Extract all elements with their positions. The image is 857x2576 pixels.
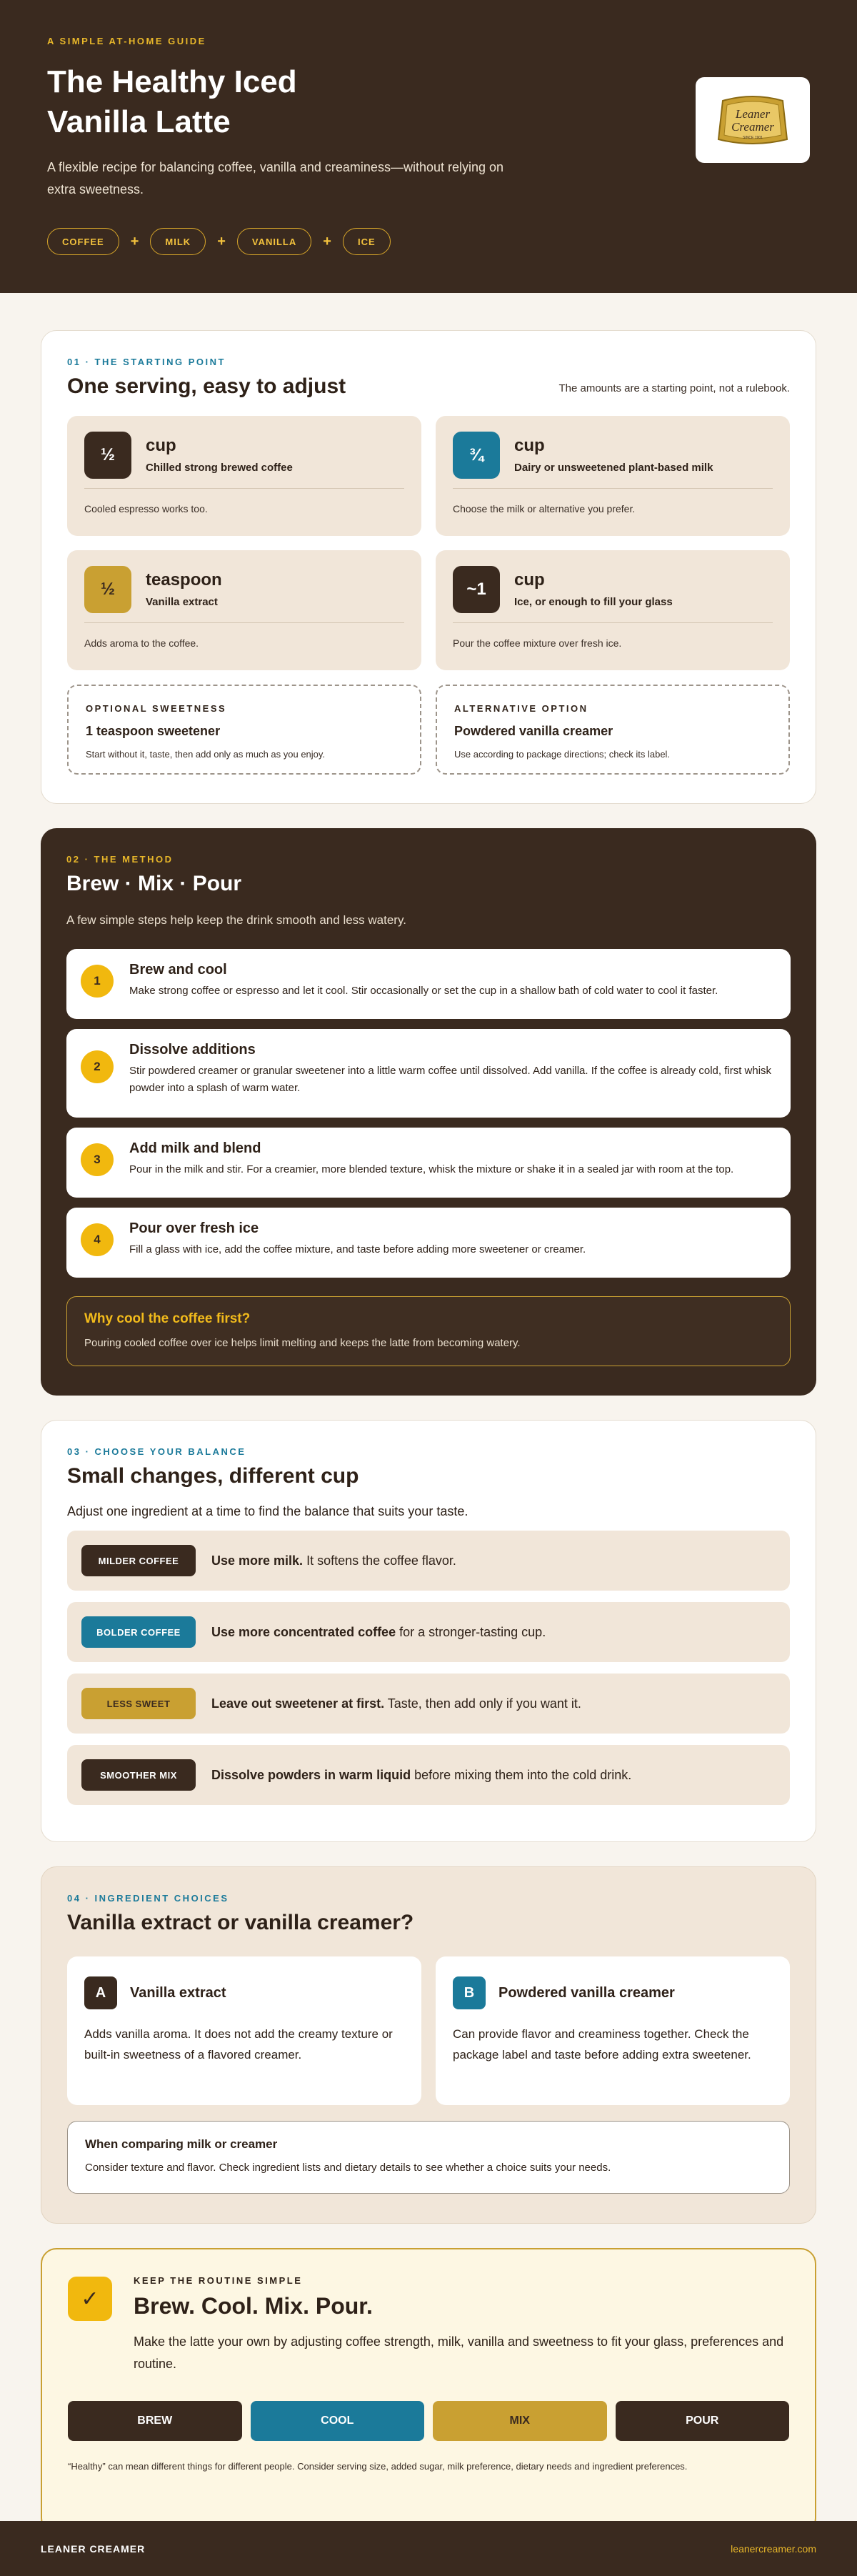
page-title xyxy=(47,62,419,142)
ingredient-chips xyxy=(47,228,810,255)
step-card xyxy=(66,1029,791,1118)
balance-bold: Leave out sweetener at first. xyxy=(211,1696,385,1711)
step-desc: Make strong coffee or espresso and let it cool. Stir occasionally or set the cup in a shallow bath of cold water to cool it faster. xyxy=(129,985,718,997)
plus-sign: + xyxy=(217,233,226,249)
balance-row xyxy=(67,1531,790,1591)
balance-row xyxy=(67,1745,790,1805)
step-desc: Fill a glass with ice, add the coffee mixture, and taste before adding more sweetener or creamer. xyxy=(129,1243,586,1255)
footer-link[interactable]: leanercreamer.com xyxy=(731,2542,816,2555)
amount-card-vanilla xyxy=(67,550,421,670)
option-title: Powdered vanilla creamer xyxy=(454,724,613,738)
section-title: One serving, easy to adjust xyxy=(67,374,346,398)
amount-unit: cup xyxy=(514,570,545,590)
amount-unit: cup xyxy=(146,436,176,455)
balance-row xyxy=(67,1602,790,1662)
alternative-option-card xyxy=(436,685,790,775)
option-title: 1 teaspoon sweetener xyxy=(86,724,221,738)
chip-coffee: COFFEE xyxy=(47,228,119,255)
compare-callout xyxy=(67,2121,790,2194)
option-eyebrow: OPTIONAL SWEETNESS xyxy=(86,703,227,714)
svg-text:Creamer: Creamer xyxy=(731,120,774,134)
balance-bold: Dissolve powders in warm liquid xyxy=(211,1767,411,1782)
balance-text: It softens the coffee flavor. xyxy=(303,1553,456,1568)
amount-note: Choose the milk or alternative you prefer. xyxy=(453,503,636,514)
ingredient-badge: A xyxy=(84,1976,117,2009)
routine-section xyxy=(41,2248,816,2534)
section-eyebrow: 01 · THE STARTING POINT xyxy=(67,357,226,367)
ingredient-desc: Adds vanilla aroma. It does not add the creamy texture or built-in sweetness of a flavored creamer. xyxy=(84,2027,393,2062)
routine-pills xyxy=(68,2401,789,2441)
amount-name: Ice, or enough to fill your glass xyxy=(514,596,673,608)
svg-text:SINCE 1901: SINCE 1901 xyxy=(743,136,763,140)
step-desc: Pour in the milk and stir. For a creamier, more blended texture, whisk the mixture or shake it in a sealed jar with room at the top. xyxy=(129,1163,734,1175)
amount-badge: ½ xyxy=(84,432,131,479)
section-note: The amounts are a starting point, not a rulebook. xyxy=(558,382,790,394)
pill-brew: BREW xyxy=(68,2401,242,2441)
amount-name: Dairy or unsweetened plant-based milk xyxy=(514,462,713,474)
step-title: Dissolve additions xyxy=(129,1042,256,1058)
fine-print: “Healthy” can mean different things for different people. Consider serving size, added sugar, milk preference, dietary needs and ingredient preferences. xyxy=(68,2461,688,2472)
section-eyebrow: KEEP THE ROUTINE SIMPLE xyxy=(134,2275,303,2286)
pill-mix: MIX xyxy=(433,2401,607,2441)
section-title: Small changes, different cup xyxy=(67,1464,359,1488)
hero-header xyxy=(0,0,857,293)
amount-name: Vanilla extract xyxy=(146,596,218,608)
balance-text: before mixing them into the cold drink. xyxy=(411,1767,632,1782)
hero-subtitle: A flexible recipe for balancing coffee, vanilla and creaminess—without relying on extra sweetness. xyxy=(47,160,504,197)
checkmark-icon: ✓ xyxy=(68,2277,112,2321)
svg-text:Leaner: Leaner xyxy=(735,107,771,121)
footer xyxy=(0,2521,857,2576)
compare-desc: Consider texture and flavor. Check ingredient lists and dietary details to see whether a choice suits your needs. xyxy=(85,2162,611,2174)
ingredient-card-extract xyxy=(67,1956,421,2105)
amount-card-ice xyxy=(436,550,790,670)
section-title: Brew. Cool. Mix. Pour. xyxy=(134,2293,373,2319)
starting-point-section xyxy=(41,330,816,804)
balance-tag: SMOOTHER MIX xyxy=(81,1759,196,1791)
section-eyebrow: 03 · CHOOSE YOUR BALANCE xyxy=(67,1446,246,1457)
amount-note: Cooled espresso works too. xyxy=(84,503,208,514)
amount-note: Adds aroma to the coffee. xyxy=(84,637,199,649)
balance-tag: LESS SWEET xyxy=(81,1688,196,1719)
step-number: 2 xyxy=(81,1050,114,1083)
pill-pour: POUR xyxy=(616,2401,790,2441)
amount-unit: teaspoon xyxy=(146,570,222,590)
step-desc: Stir powdered creamer or granular sweetener into a little warm coffee until dissolved. Add vanilla. If the coffee is already cold, first whisk powder into a splash of warm water. xyxy=(129,1065,772,1094)
balance-text: for a stronger-tasting cup. xyxy=(396,1624,546,1639)
amount-card-milk xyxy=(436,416,790,536)
option-note: Start without it, taste, then add only as much as you enjoy. xyxy=(86,749,326,760)
balance-bold: Use more concentrated coffee xyxy=(211,1624,396,1639)
amount-badge: ~1 xyxy=(453,566,500,613)
chip-ice: ICE xyxy=(343,228,391,255)
section-title: Brew · Mix · Pour xyxy=(66,872,242,895)
pill-cool: COOL xyxy=(251,2401,425,2441)
brand-logo xyxy=(696,77,810,163)
leaner-creamer-logo-icon xyxy=(713,89,793,151)
step-number: 3 xyxy=(81,1143,114,1176)
step-title: Brew and cool xyxy=(129,962,227,978)
amount-badge: ¾ xyxy=(453,432,500,479)
chip-vanilla: VANILLA xyxy=(237,228,311,255)
step-number: 4 xyxy=(81,1223,114,1256)
amount-card-coffee xyxy=(67,416,421,536)
step-title: Add milk and blend xyxy=(129,1140,261,1156)
section-eyebrow: 04 · INGREDIENT CHOICES xyxy=(67,1893,229,1904)
callout-desc: Pouring cooled coffee over ice helps limit melting and keeps the latte from becoming watery. xyxy=(84,1337,521,1349)
step-number: 1 xyxy=(81,965,114,998)
amount-unit: cup xyxy=(514,436,545,455)
section-lead: Adjust one ingredient at a time to find the balance that suits your taste. xyxy=(67,1504,468,1518)
ingredient-card-creamer xyxy=(436,1956,790,2105)
callout-title: Why cool the coffee first? xyxy=(84,1311,251,1326)
ingredient-title: Powdered vanilla creamer xyxy=(498,1984,675,2001)
plus-sign: + xyxy=(130,233,139,249)
hero-eyebrow: A SIMPLE AT-HOME GUIDE xyxy=(47,36,206,46)
step-card xyxy=(66,1208,791,1278)
compare-title: When comparing milk or creamer xyxy=(85,2137,278,2151)
title-line-1: The Healthy Iced xyxy=(47,64,297,99)
step-title: Pour over fresh ice xyxy=(129,1220,259,1236)
section-eyebrow: 02 · THE METHOD xyxy=(66,854,174,865)
option-note: Use according to package directions; check its label. xyxy=(454,749,671,760)
amount-badge: ½ xyxy=(84,566,131,613)
ingredient-desc: Can provide flavor and creaminess together. Check the package label and taste before adding extra sweetener. xyxy=(453,2027,751,2062)
option-eyebrow: ALTERNATIVE OPTION xyxy=(454,703,588,714)
balance-section xyxy=(41,1420,816,1842)
chip-milk: MILK xyxy=(150,228,206,255)
section-lead: A few simple steps help keep the drink smooth and less watery. xyxy=(66,913,406,927)
title-line-2: Vanilla Latte xyxy=(47,104,231,139)
amount-name: Chilled strong brewed coffee xyxy=(146,462,293,474)
ingredient-choices-section xyxy=(41,1866,816,2224)
amount-note: Pour the coffee mixture over fresh ice. xyxy=(453,637,622,649)
optional-sweetness-card xyxy=(67,685,421,775)
balance-row xyxy=(67,1674,790,1734)
balance-tag: MILDER COFFEE xyxy=(81,1545,196,1576)
ingredient-badge: B xyxy=(453,1976,486,2009)
plus-sign: + xyxy=(323,233,331,249)
balance-bold: Use more milk. xyxy=(211,1553,304,1568)
why-callout xyxy=(66,1296,791,1366)
ingredient-title: Vanilla extract xyxy=(130,1984,226,2001)
step-card xyxy=(66,1128,791,1198)
step-card xyxy=(66,949,791,1019)
method-section xyxy=(41,828,816,1396)
balance-tag: BOLDER COFFEE xyxy=(81,1616,196,1648)
balance-text: Taste, then add only if you want it. xyxy=(384,1696,581,1711)
section-title: Vanilla extract or vanilla creamer? xyxy=(67,1911,414,1934)
section-lead: Make the latte your own by adjusting coffee strength, milk, vanilla and sweetness to fit your glass, preferences and routine. xyxy=(134,2334,784,2371)
footer-brand: LEANER CREAMER xyxy=(41,2542,146,2555)
